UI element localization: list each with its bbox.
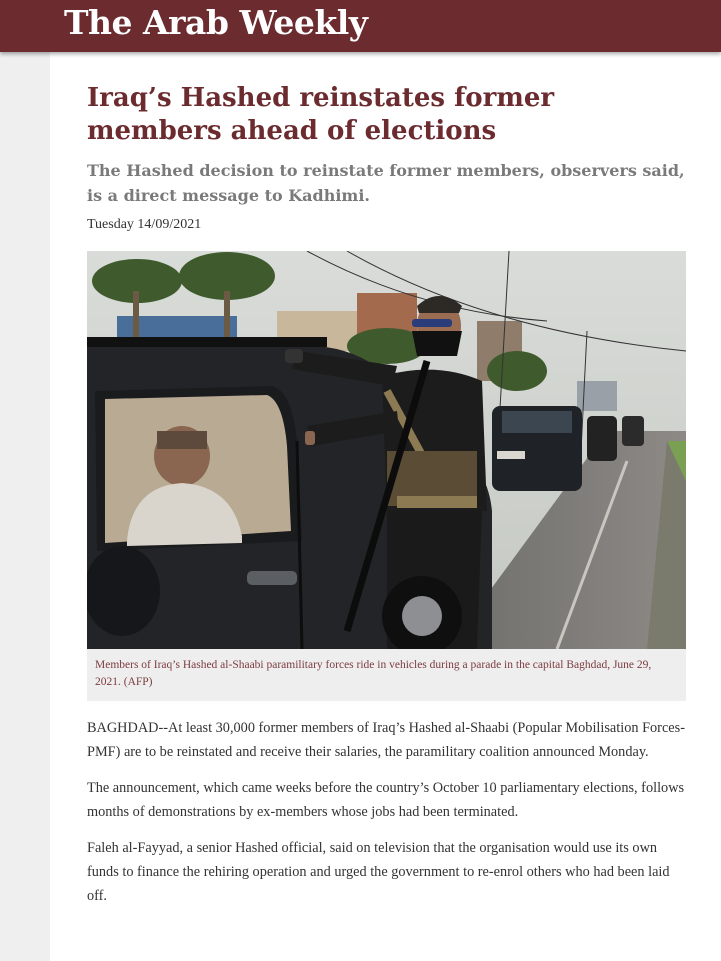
photo-caption: Members of Iraq’s Hashed al-Shaabi paramilitary forces ride in vehicles during a parade in the capital Baghdad, June 29, 2021. (AFP) — [95, 659, 652, 688]
article-body — [87, 716, 687, 920]
article-paragraph: BAGHDAD--At least 30,000 former members of Iraq’s Hashed al-Shaabi (Popular Mobilisation Forces-PMF) are to be reinstated and receive their salaries, the paramilitary coalition announced Monday. — [87, 720, 685, 760]
article-sheet — [50, 52, 721, 961]
article-photo — [87, 251, 686, 649]
article-headline: Iraq’s Hashed reinstates former members ahead of elections — [87, 83, 555, 146]
photo-caption-box — [87, 649, 686, 701]
site-header — [0, 0, 721, 52]
article-subheadline: The Hashed decision to reinstate former members, observers said, is a direct message to Kadhimi. — [87, 161, 685, 205]
site-logo[interactable]: The Arab Weekly — [64, 3, 368, 42]
article-date: Tuesday 14/09/2021 — [87, 217, 202, 232]
article-paragraph: The announcement, which came weeks before the country’s October 10 parliamentary elections, follows months of demonstrations by ex-members whose jobs had been terminated. — [87, 780, 685, 820]
article-paragraph: Faleh al-Fayyad, a senior Hashed official, said on television that the organisation would use its own funds to finance the rehiring operation and urged the government to re-enrol others who had been laid off. — [87, 840, 670, 904]
